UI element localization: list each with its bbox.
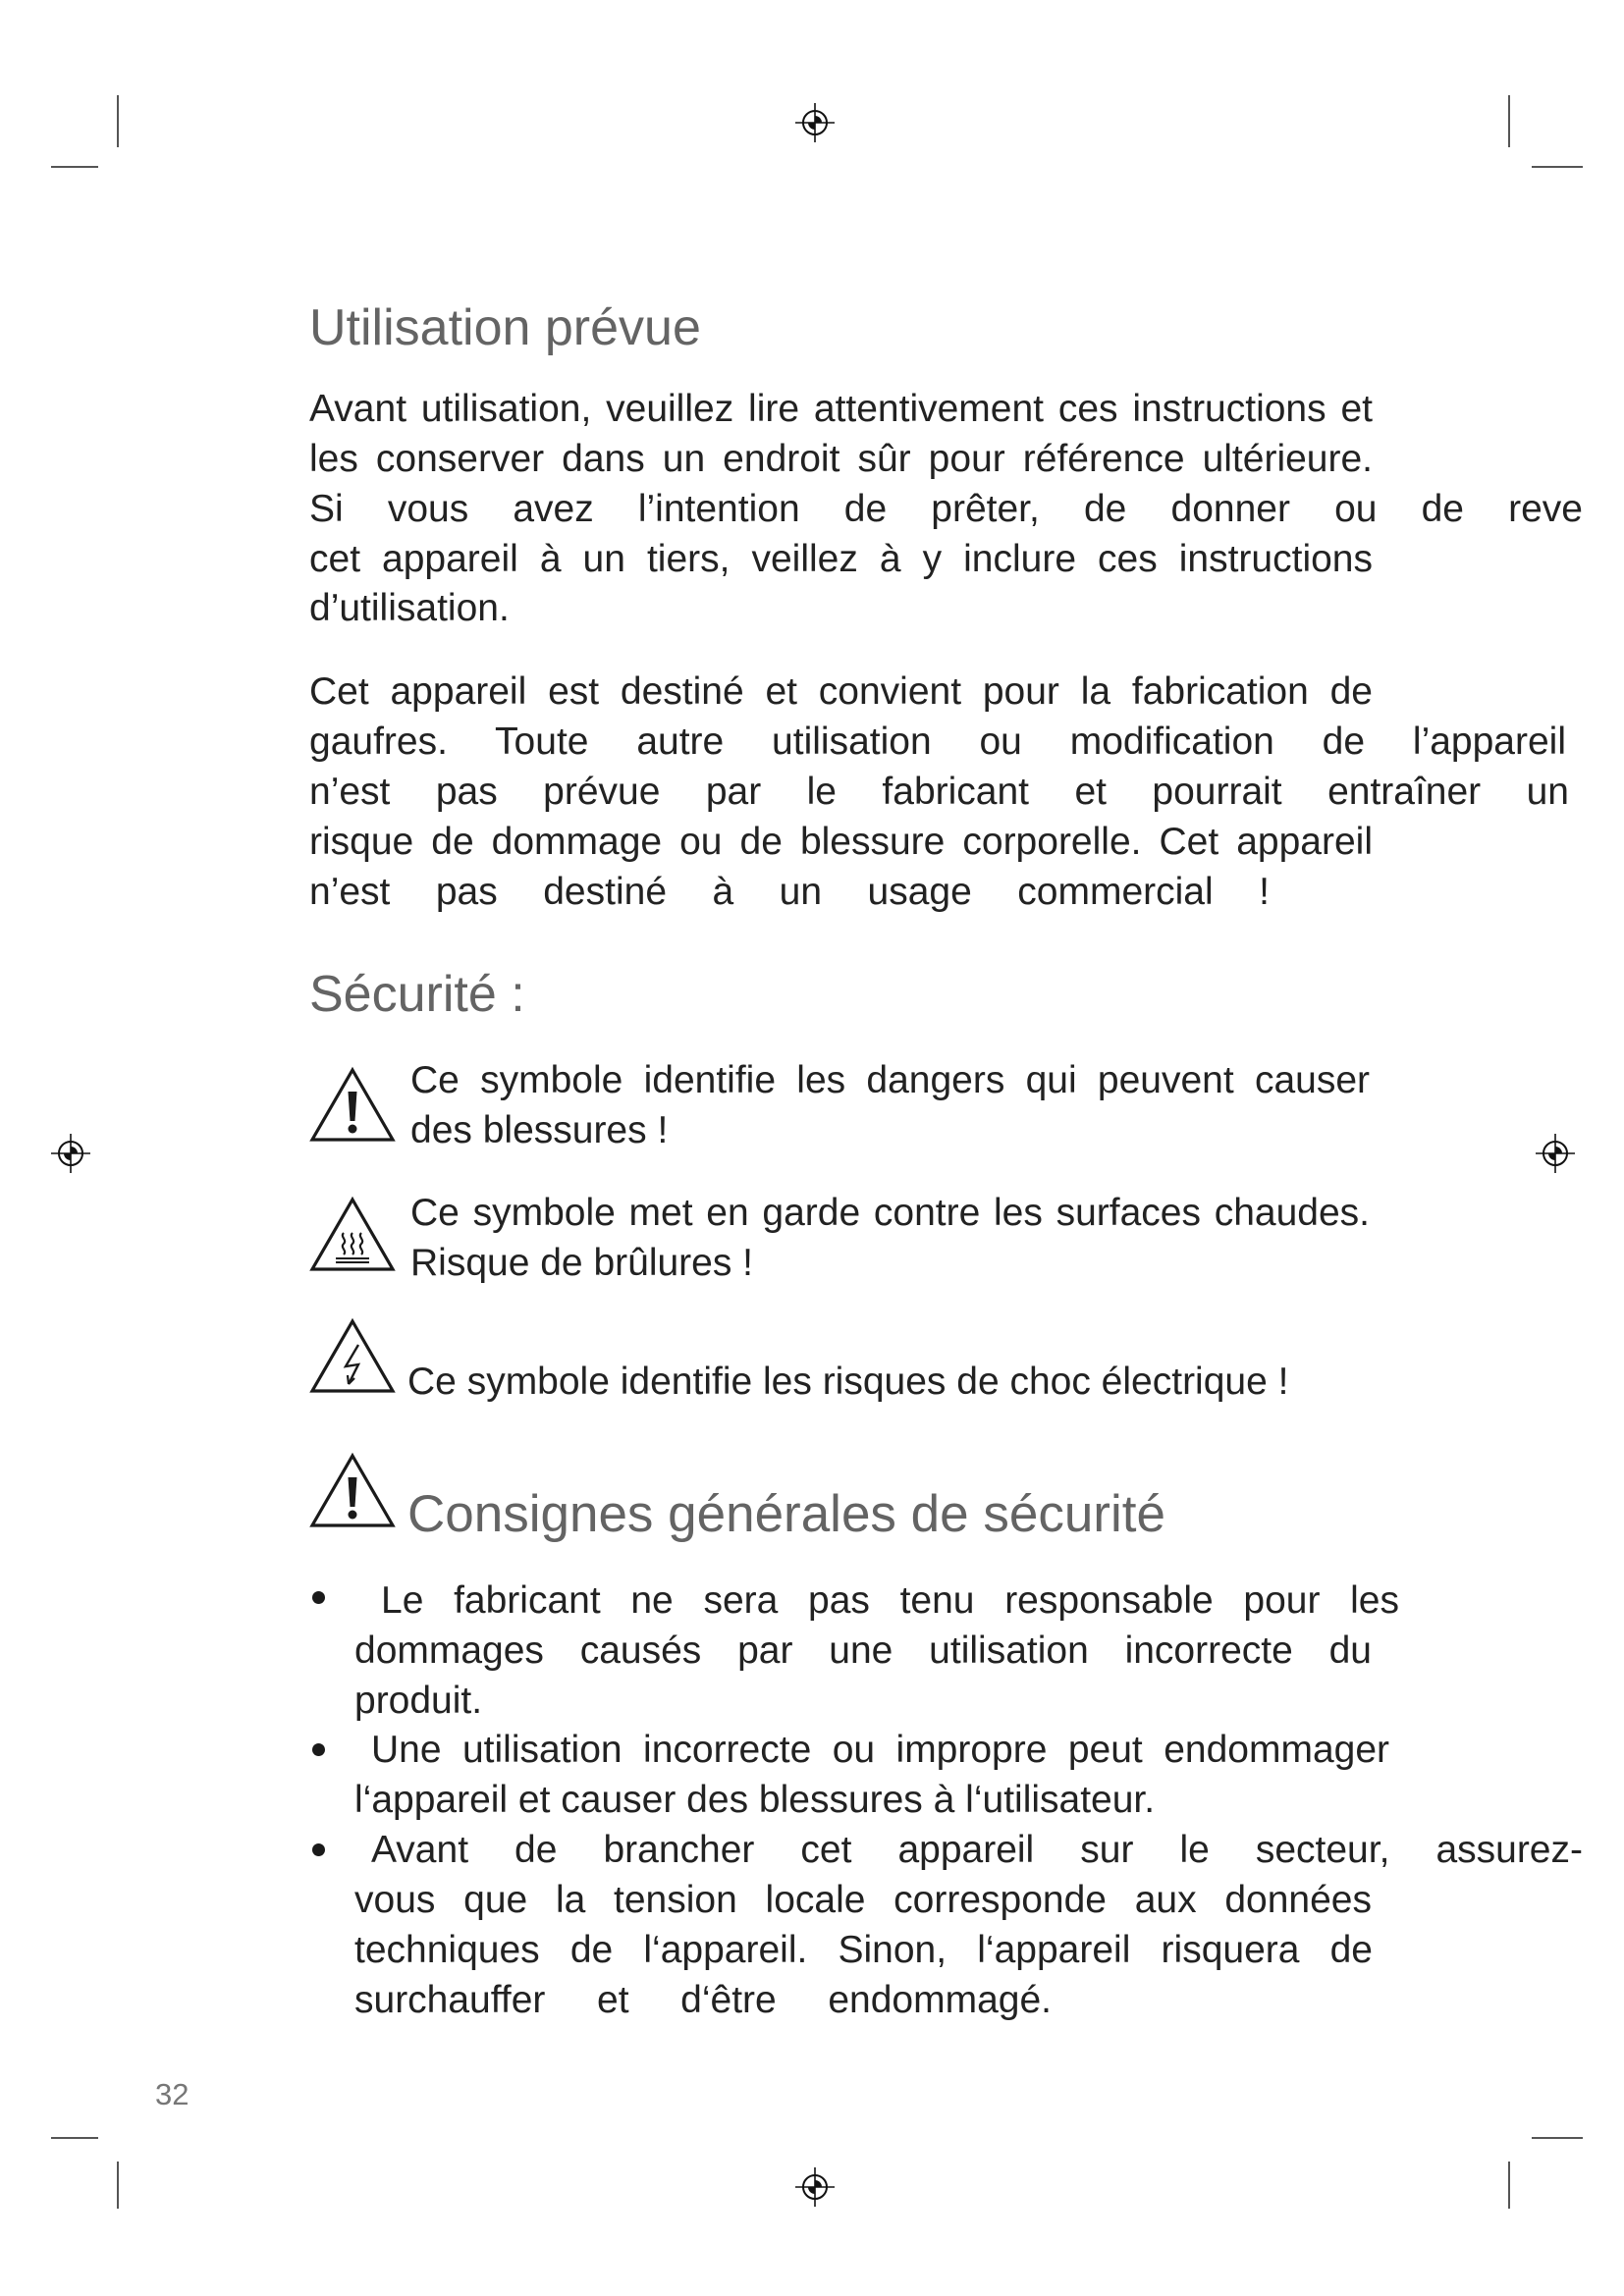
list-item-line: produit. [354,1680,483,1722]
crop-mark-top-right-horizontal [1532,166,1583,168]
bullet-icon [312,1743,325,1756]
bullet-icon [312,1591,325,1604]
electric-shock-warning-icon [309,1317,396,1394]
warning-exclamation-icon [309,1066,396,1143]
hot-surface-warning-icon [309,1196,396,1272]
list-item-line: techniques de l‘appareil. Sinon, l‘appareil risquera de [354,1929,1373,1971]
symbol-description: Ce symbole identifie les dangers qui peuvent causer [410,1059,1370,1101]
warning-exclamation-icon [309,1452,396,1528]
list-item-line: Le fabricant ne sera pas tenu responsable pour les [381,1579,1399,1622]
crop-mark-top-left-vertical [117,95,119,147]
text-line: Si vous avez l’intention de prêter, de donner ou de reve [309,488,1583,530]
list-item-line: dommages causés par une utilisation incorrecte du [354,1629,1372,1672]
registration-mark-icon [49,1132,92,1175]
crop-mark-bottom-right-horizontal [1532,2137,1583,2139]
bullet-icon [312,1843,325,1856]
text-line: Cet appareil est destiné et convient pour la fabrication de [309,670,1373,713]
list-item-line: Avant de brancher cet appareil sur le secteur, assurez- [371,1829,1583,1871]
registration-mark-icon [793,101,837,144]
crop-mark-bottom-right-vertical [1508,2162,1510,2209]
list-item-line: surchauffer et d‘être endommagé. [354,1979,1052,2021]
page-number: 32 [155,2077,189,2111]
text-line: n’est pas prévue par le fabricant et pourrait entraîner un [309,771,1569,813]
symbol-description: Ce symbole identifie les risques de choc électrique ! [407,1361,1289,1403]
symbol-description: Ce symbole met en garde contre les surfaces chaudes. [410,1192,1370,1234]
text-line: d’utilisation. [309,587,510,629]
crop-mark-bottom-left-horizontal [51,2137,98,2139]
text-line: n’est pas destiné à un usage commercial ! [309,871,1270,913]
list-item-line: vous que la tension locale corresponde aux données [354,1879,1372,1921]
crop-mark-top-left-horizontal [51,166,98,168]
symbol-description: Risque de brûlures ! [410,1242,754,1284]
registration-mark-icon [793,2165,837,2209]
text-line: les conserver dans un endroit sûr pour référence ultérieure. [309,438,1373,480]
symbol-description: des blessures ! [410,1109,669,1151]
text-line: risque de dommage ou de blessure corporelle. Cet appareil [309,821,1373,863]
crop-mark-bottom-left-vertical [117,2162,119,2209]
section-heading-intended-use: Utilisation prévue [309,299,701,356]
list-item-line: Une utilisation incorrecte ou impropre peut endommager [371,1729,1389,1771]
text-line: Avant utilisation, veuillez lire attentivement ces instructions et [309,388,1373,430]
crop-mark-top-right-vertical [1508,95,1510,147]
list-item-line: l‘appareil et causer des blessures à l‘utilisateur. [354,1779,1156,1821]
section-heading-general-safety: Consignes générales de sécurité [407,1485,1165,1543]
section-heading-safety: Sécurité : [309,966,525,1023]
text-line: cet appareil à un tiers, veillez à y inclure ces instructions [309,538,1373,580]
registration-mark-icon [1534,1132,1577,1175]
text-line: gaufres. Toute autre utilisation ou modification de l’appareil [309,721,1566,763]
